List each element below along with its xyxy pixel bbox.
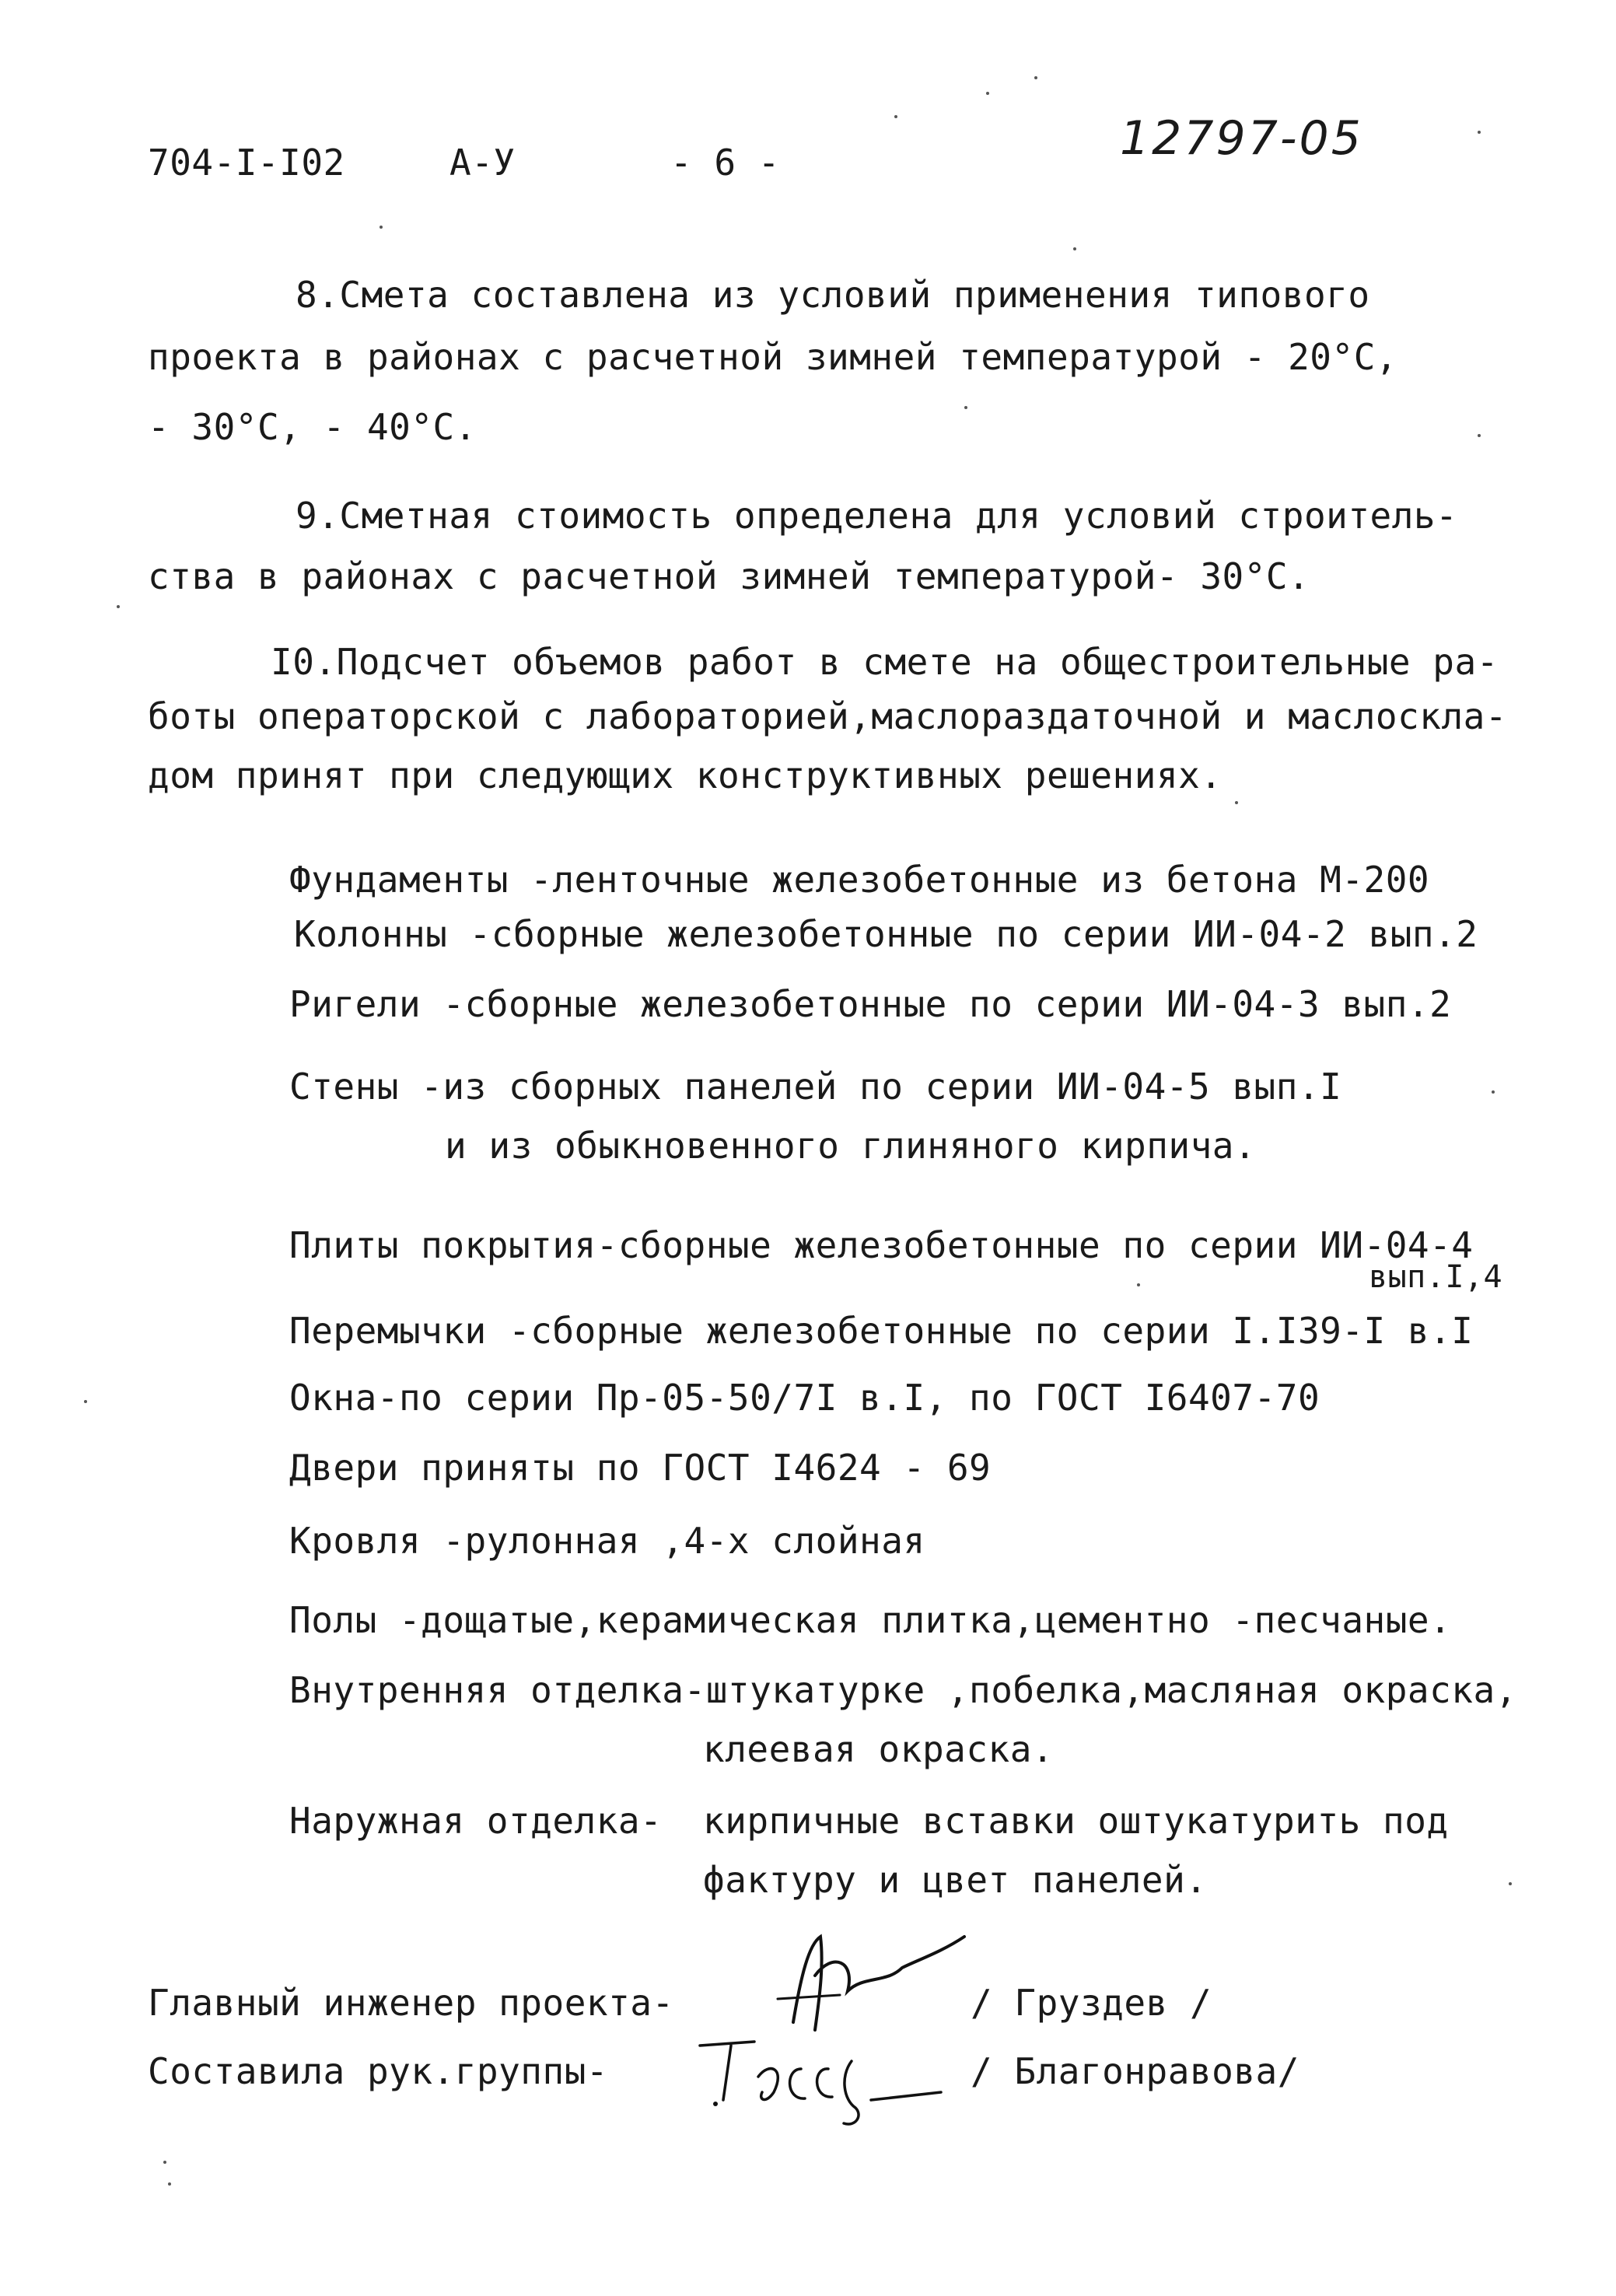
spec-exterior-label: Наружная отделка- (289, 1800, 663, 1842)
spec-interior-line-2: клеевая окраска. (703, 1728, 1055, 1770)
spec-lintels: Перемычки -сборные железобетонные по серии I.I39-I в.I (289, 1310, 1474, 1352)
paragraph-9-line-1: 9.Сметная стоимость определена для условий строитель- (296, 495, 1458, 537)
spec-roof: Кровля -рулонная ,4-х слойная (289, 1520, 925, 1562)
scan-speck (163, 2161, 166, 2164)
scan-speck (1478, 434, 1481, 437)
spec-windows: Окна-по серии Пр-05-50/7I в.I, по ГОСТ I6407-70 (289, 1377, 1320, 1419)
compiler-title: Составила рук.группы- (148, 2050, 609, 2092)
scan-speck (1137, 1283, 1140, 1286)
paragraph-10-line-2: боты операторской с лабораторией,маслораздаточной и маслоскла- (148, 695, 1508, 737)
scan-speck (1509, 1882, 1512, 1885)
spec-columns: Колонны -сборные железобетонные по серии ИИ-04-2 вып.2 (294, 913, 1478, 955)
scan-speck (1492, 1090, 1495, 1094)
paragraph-10-line-3: дом принят при следующих конструктивных решениях. (148, 754, 1222, 796)
paragraph-9-line-2: ства в районах с расчетной зимней температурой- 30°C. (148, 555, 1310, 597)
spec-walls-line-1: Стены -из сборных панелей по серии ИИ-04-5 вып.I (289, 1066, 1342, 1108)
spec-walls-line-2: и из обыкновенного глиняного кирпича. (445, 1125, 1257, 1167)
scan-speck (1073, 247, 1076, 250)
spec-girders: Ригели -сборные железобетонные по серии ИИ-04-3 вып.2 (289, 983, 1452, 1025)
spec-slabs-line-1: Плиты покрытия-сборные железобетонные по серии ИИ-04-4 (289, 1224, 1474, 1266)
scan-speck (1034, 76, 1037, 79)
scan-speck (117, 605, 120, 608)
doc-code: 704-I-I02 (148, 142, 345, 184)
page-number: - 6 - (670, 142, 780, 184)
spec-exterior-line-1: кирпичные вставки оштукатурить под (703, 1800, 1449, 1842)
spec-doors: Двери приняты по ГОСТ I4624 - 69 (289, 1447, 992, 1489)
scan-speck (964, 406, 967, 409)
scan-speck (1478, 131, 1481, 134)
chief-engineer-title: Главный инженер проекта- (148, 1982, 674, 2024)
scan-speck (84, 1400, 87, 1403)
handwritten-number: 12797-05 (1120, 111, 1363, 166)
scan-speck (986, 92, 989, 95)
compiler-signature (684, 2014, 964, 2131)
paragraph-8-line-1: 8.Смета составлена из условий применения типового (296, 274, 1370, 316)
spec-foundations: Фундаменты -ленточные железобетонные из бетона М-200 (289, 859, 1430, 901)
scan-speck (168, 2182, 171, 2186)
album-code: А-У (449, 142, 516, 184)
scan-speck (1235, 801, 1238, 804)
spec-interior-line-1: Внутренняя отделка-штукатурке ,побелка,масляная окраска, (289, 1669, 1517, 1711)
spec-exterior-line-2: фактуру и цвет панелей. (703, 1859, 1208, 1901)
spec-floors: Полы -дощатые,керамическая плитка,цементно -песчаные. (289, 1599, 1452, 1641)
compiler-name: / Благонравова/ (971, 2050, 1299, 2092)
scan-speck (380, 226, 383, 229)
scan-speck (894, 115, 897, 118)
paragraph-8-line-3: - 30°C, - 40°C. (148, 406, 477, 448)
paragraph-8-line-2: проекта в районах с расчетной зимней температурой - 20°C, (148, 336, 1398, 378)
chief-engineer-name: / Груздев / (971, 1982, 1212, 2024)
paragraph-10-line-1: I0.Подсчет объемов работ в смете на общестроительные ра- (271, 641, 1499, 683)
spec-slabs-line-2: вып.I,4 (1369, 1259, 1503, 1295)
